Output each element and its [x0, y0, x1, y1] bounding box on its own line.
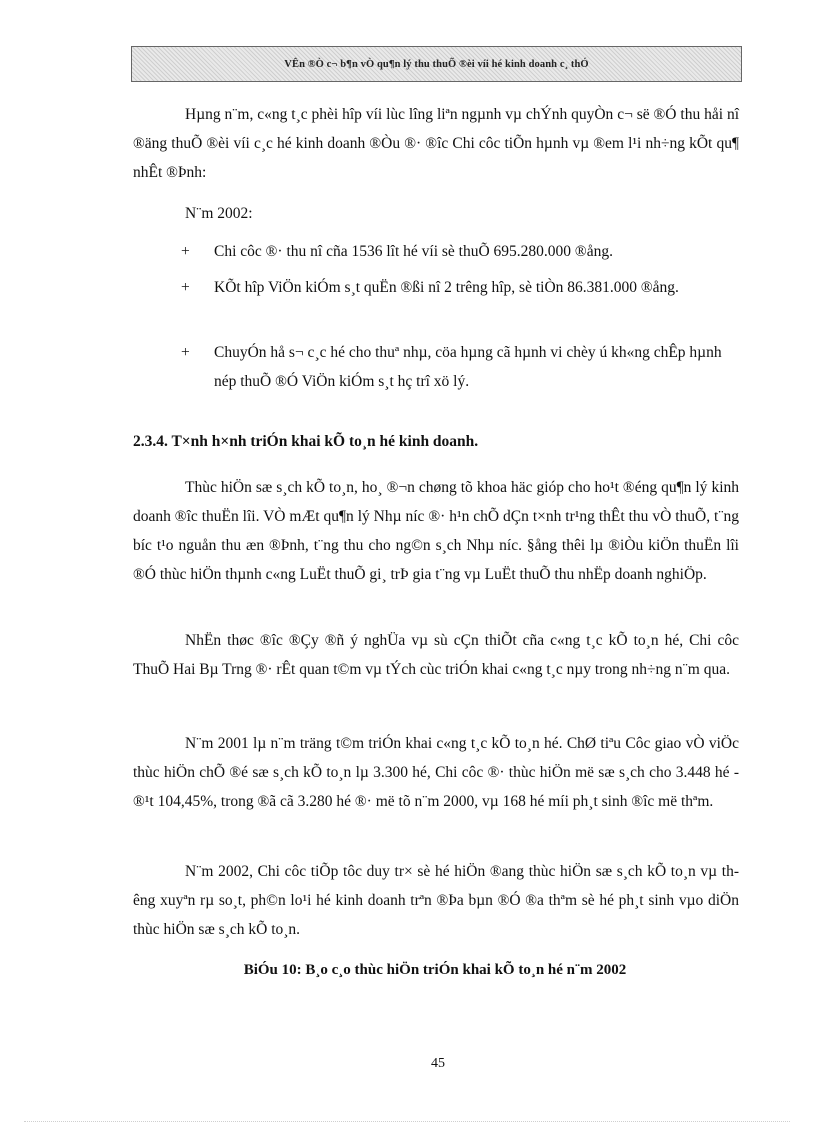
page-bottom-rule [24, 1121, 790, 1122]
year-2002-label: N¨m 2002: [185, 205, 253, 222]
bullet-symbol: + [181, 279, 190, 296]
bullet-text: KÕt hîp ViÖn kiÓm s¸t quËn ®ßi nî 2 trêng hîp, sè tiÒn 86.381.000 ®ång. [214, 279, 679, 296]
header-title: VÊn ®Ò c¬ b¶n vÒ qu¶n lý thu thuÕ ®èi víi hé kinh doanh c¸ thÓ [284, 58, 589, 70]
intro-paragraph: Hµng n¨m, c«ng t¸c phèi hîp víi lùc lîng liªn ngµnh vµ chÝnh quyÒn c¬ së ®Ó thu håi nî ®äng thuÕ ®èi víi c¸c hé kinh doanh ®Òu ®· ®îc Chi côc tiÕn hµnh vµ ®em l¹i nh÷ng kÕt qu¶ nhÊt ®Þnh: [133, 106, 739, 181]
body-paragraph: N¨m 2001 lµ n¨m träng t©m triÓn khai c«ng t¸c kÕ to¸n hé. ChØ tiªu Côc giao vÒ viÖc thùc hiÖn chÕ ®é sæ s¸ch kÕ to¸n lµ 3.300 hé, Chi côc ®· thùc hiÖn më sæ s¸ch cho 3.448 hé - ®¹t 104,45%, trong ®ã cã 3.280 hé ®· më tõ n¨m 2000, vµ 168 hé míi ph¸t sinh ®îc më thªm. [133, 735, 739, 810]
table-caption: BiÓu 10: B¸o c¸o thùc hiÖn triÓn khai kÕ to¸n hé n¨m 2002 [243, 962, 627, 978]
bullet-text: ChuyÓn hå s¬ c¸c hé cho thuª nhµ, cöa hµng cã hµnh vi chèy ú kh«ng chÊp hµnh nép thuÕ ®Ó ViÖn kiÓm s¸t hç trî xö lý. [214, 344, 722, 390]
list-item [181, 237, 741, 266]
bullet-symbol: + [181, 344, 190, 361]
running-header [131, 46, 742, 82]
body-paragraph: Thùc hiÖn sæ s¸ch kÕ to¸n, ho¸ ®¬n chøng tõ khoa häc gióp cho ho¹t ®éng qu¶n lý kinh doanh ®îc thuËn lîi. VÒ mÆt qu¶n lý Nhµ níc ®· h¹n chÕ dÇn t×nh tr¹ng thÊt thu vÒ thuÕ, t¨ng bíc t¹o nguån thu æn ®Þnh, t¨ng thu cho ng©n s¸ch Nhµ níc. §ång thêi lµ ®iÒu kiÖn thuËn lîi ®Ó thùc hiÖn thµnh c«ng LuËt thuÕ gi¸ trÞ gia t¨ng vµ LuËt thuÕ thu nhËp doanh nghiÖp. [133, 479, 739, 583]
section-heading: 2.3.4. T×nh h×nh triÓn khai kÕ to¸n hé kinh doanh. [133, 433, 479, 450]
list-item [181, 273, 741, 302]
list-item [181, 338, 741, 396]
body-paragraph: NhËn thøc ®îc ®Çy ®ñ ý nghÜa vµ sù cÇn thiÕt cña c«ng t¸c kÕ to¸n hé, Chi côc ThuÕ Hai Bµ Trng ®· rÊt quan t©m vµ tÝch cùc triÓn khai c«ng t¸c nµy trong nh÷ng n¨m qua. [133, 632, 739, 678]
bullet-symbol: + [181, 243, 190, 260]
page-number: 45 [431, 1056, 445, 1071]
body-paragraph: N¨m 2002, Chi côc tiÕp tôc duy tr× sè hé hiÖn ®ang thùc hiÖn sæ s¸ch kÕ to¸n vµ thêng xuyªn rµ so¸t, ph©n lo¹i hé kinh doanh trªn ®Þa bµn ®Ó ®a thªm sè hé ph¸t sinh vµo diÖn thùc hiÖn sæ s¸ch kÕ to¸n. [133, 863, 739, 938]
bullet-text: Chi côc ®· thu nî cña 1536 lît hé víi sè thuÕ 695.280.000 ®ång. [214, 243, 613, 260]
